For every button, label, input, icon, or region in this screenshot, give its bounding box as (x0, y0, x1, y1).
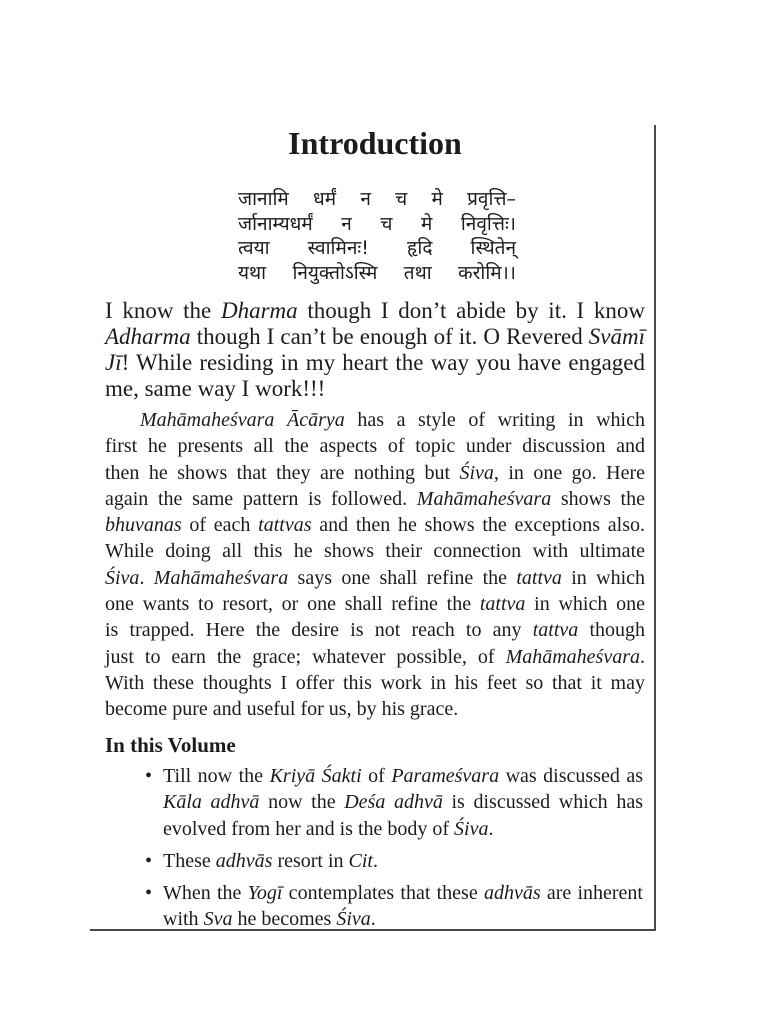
italic-term: bhuvanas (105, 514, 182, 537)
italic-term: Deśa adhvā (344, 791, 443, 814)
list-item-text (163, 880, 643, 933)
text-line (105, 538, 645, 564)
text-line (163, 763, 643, 789)
text-run: These (163, 849, 216, 872)
italic-term: Jī (105, 350, 122, 375)
text-run: While doing all this he shows their connection with ultimate (105, 540, 645, 563)
italic-term: Mahāmaheśvara (416, 487, 552, 510)
italic-term: Dharma (220, 298, 298, 323)
text-run: though I can’t be enough of it. O Revered (190, 324, 589, 349)
text-run: . (372, 849, 378, 872)
text-run: is trapped. Here the desire is not reach to any (105, 619, 533, 642)
text-run: resort in (272, 849, 349, 872)
verse-line: जानामि धर्मं न च मे प्रवृत्ति– (238, 188, 516, 210)
italic-term: Mahāmaheśvara Ācārya (140, 409, 345, 431)
section-heading: In this Volume (105, 733, 236, 757)
italic-term: adhvās (483, 881, 541, 904)
text-line (163, 816, 643, 842)
text-run: When the (163, 881, 248, 904)
page-title: Introduction (288, 125, 462, 161)
italic-term: Śiva (454, 817, 489, 840)
italic-term: Sva (203, 908, 233, 931)
text-run: he becomes (232, 908, 337, 931)
verse-translation (105, 298, 645, 402)
text-run: contemplates that these (282, 881, 484, 904)
list-item (105, 880, 643, 933)
text-run: of (361, 765, 392, 787)
text-line (163, 880, 643, 906)
italic-term: Svāmī (588, 324, 645, 349)
text-line (105, 486, 645, 512)
text-run: ! While residing in my heart the way you have engaged (121, 350, 645, 375)
italic-term: Parameśvara (391, 765, 500, 787)
text-run: With these thoughts I offer this work in his feet so that it may (105, 671, 645, 694)
italic-term: adhvās (215, 849, 273, 872)
text-run: with (163, 908, 204, 931)
text-run: . (488, 817, 494, 840)
text-line (105, 644, 645, 670)
italic-term: tattvas (258, 514, 312, 537)
text-run: again the same pattern is followed. (105, 487, 417, 510)
text-run: in which one (525, 593, 645, 616)
italic-term: Adharma (105, 324, 191, 349)
list-item (105, 848, 643, 874)
text-line (105, 565, 645, 591)
text-line (105, 460, 645, 486)
text-run: one wants to resort, or one shall refine the (105, 593, 480, 616)
text-run: then he shows that they are nothing but (105, 461, 460, 484)
bullet-marker: • (145, 765, 153, 787)
italic-term: Kriyā Śakti (269, 765, 362, 787)
text-run: . (370, 908, 376, 931)
volume-points-list (105, 763, 645, 933)
text-line (105, 512, 645, 538)
text-run: says one shall refine the (288, 566, 517, 589)
text-run: shows the (551, 487, 645, 510)
text-run: now the (259, 791, 345, 814)
text-run: has a style of writing in which (344, 409, 645, 431)
list-item-text (163, 763, 643, 842)
right-margin-rule (654, 125, 656, 931)
text-line (163, 906, 643, 932)
text-run: Till now the (163, 765, 270, 787)
bullet-marker: • (145, 849, 153, 872)
list-item-text (163, 848, 643, 874)
verse-line: त्वया स्वामिनः! हृदि स्थितेन् (238, 237, 516, 259)
text-run: though I don’t abide by it. I know (297, 298, 645, 323)
text-run: , in one go. Here (493, 461, 645, 484)
text-run: was discussed as (499, 765, 644, 787)
text-run: is discussed which has (442, 791, 643, 814)
italic-term: Mahāmaheśvara (153, 566, 289, 589)
text-run: though (578, 619, 645, 642)
text-run: I know the (105, 298, 221, 323)
text-run: are inherent (540, 881, 643, 904)
italic-term: Cit (348, 849, 373, 872)
italic-term: Śiva (105, 566, 140, 589)
text-line (105, 350, 645, 376)
text-run: and then he shows the exceptions also. (311, 514, 646, 537)
text-line (105, 407, 645, 433)
text-line (105, 376, 645, 402)
text-run: me, same way I work!!! (105, 376, 326, 401)
verse-line: र्जानाम्यधर्मं न च मे निवृत्तिः। (238, 212, 516, 235)
italic-term: Yogī (247, 881, 283, 904)
bullet-marker: • (145, 881, 153, 904)
text-line (105, 298, 645, 324)
text-line (105, 433, 645, 459)
italic-term: Mahāmaheśvara (505, 645, 640, 668)
text-line (105, 696, 645, 722)
text-run: just to earn the grace; whatever possible, of (105, 645, 506, 668)
text-line (105, 324, 645, 350)
text-line (105, 617, 645, 643)
list-item (105, 763, 643, 842)
italic-term: tattva (516, 566, 562, 589)
sanskrit-verse (238, 187, 516, 285)
verse-line: यथा नियुक्तोऽस्मि तथा करोमि।। (238, 261, 516, 284)
text-run: first he presents all the aspects of topic under discussion and (105, 435, 645, 458)
commentary-paragraph (105, 407, 645, 723)
text-line (163, 789, 643, 815)
text-run: . (139, 566, 154, 589)
text-line (105, 591, 645, 617)
text-line (105, 670, 645, 696)
italic-term: Kāla adhvā (163, 791, 260, 814)
text-run: in which (561, 566, 645, 589)
italic-term: tattva (532, 619, 579, 642)
italic-term: Śiva (459, 461, 494, 484)
text-line (163, 848, 643, 874)
italic-term: Śiva (336, 908, 371, 931)
text-run: evolved from her and is the body of (163, 817, 455, 840)
text-run: become pure and useful for us, by his grace. (105, 698, 459, 721)
text-run: of each (181, 514, 259, 537)
text-run: . (640, 645, 645, 668)
italic-term: tattva (479, 593, 526, 616)
